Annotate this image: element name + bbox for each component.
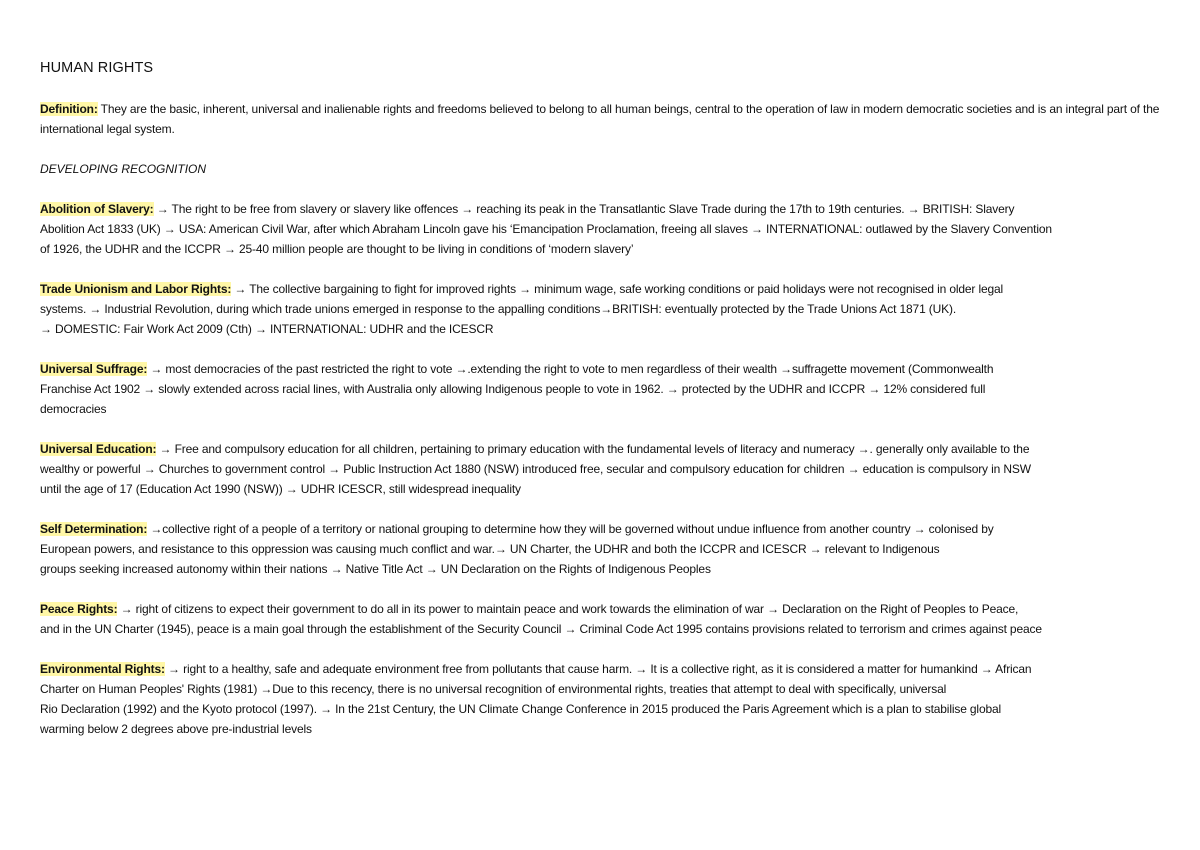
section-line: warming below 2 degrees above pre-industrial levels <box>40 722 312 736</box>
section-text: → right of citizens to expect their government to do all in its power to maintain peace and work towards the elimination of war → Declaration on the Right of Peoples to Peace, <box>117 602 1019 616</box>
section-abolition-of-slavery <box>40 199 1165 259</box>
section-label: Trade Unionism and Labor Rights: <box>40 282 232 296</box>
section-subheading: DEVELOPING RECOGNITION <box>40 162 207 176</box>
section-label: Universal Suffrage: <box>40 362 148 376</box>
section-environmental-rights <box>40 659 1165 739</box>
section-label: Environmental Rights: <box>40 662 165 676</box>
section-line: systems. → Industrial Revolution, during which trade unions emerged in response to the appalling conditions→BRITISH: eventually protected by the Trade Unions Act 1871 (UK). <box>40 302 957 316</box>
section-line <box>40 359 1165 379</box>
definition-label: Definition: <box>40 102 98 116</box>
section-line: democracies <box>40 402 107 416</box>
section-text: → The collective bargaining to fight for improved rights → minimum wage, safe working conditions or paid holidays were not recognised in older legal <box>231 282 1004 296</box>
section-line: until the age of 17 (Education Act 1990 (NSW)) → UDHR ICESCR, still widespread inequality <box>40 482 521 496</box>
section-text: → most democracies of the past restricted the right to vote →.extending the right to vote to men regardless of their wealth →suffragette movement (Commonwealth <box>147 362 994 376</box>
section-line <box>40 199 1165 219</box>
section-line: and in the UN Charter (1945), peace is a main goal through the establishment of the Security Council → Criminal Code Act 1995 contains provisions related to terrorism and crimes against peace <box>40 622 1042 636</box>
section-universal-education <box>40 439 1165 499</box>
section-label: Peace Rights: <box>40 602 118 616</box>
section-self-determination <box>40 519 1165 579</box>
section-label: Universal Education: <box>40 442 157 456</box>
section-universal-suffrage <box>40 359 1165 419</box>
section-line: of 1926, the UDHR and the ICCPR → 25-40 million people are thought to be living in conditions of ‘modern slavery’ <box>40 242 634 256</box>
section-text: → right to a healthy, safe and adequate environment free from pollutants that cause harm. → It is a collective right, as it is considered a matter for humankind → African <box>164 662 1032 676</box>
section-line: European powers, and resistance to this oppression was causing much conflict and war.→ UN Charter, the UDHR and both the ICCPR and ICESCR → relevant to Indigenous <box>40 542 940 556</box>
section-line <box>40 659 1165 679</box>
definition-text: They are the basic, inherent, universal and inalienable rights and freedoms believed to belong to all human beings, central to the operation of law in modern democratic societies and is an integral part of the international legal system. <box>40 102 1160 136</box>
section-line: Abolition Act 1833 (UK) → USA: American Civil War, after which Abraham Lincoln gave his ‘Emancipation Proclamation, freeing all slaves → INTERNATIONAL: outlawed by the Slavery Convention <box>40 222 1052 236</box>
section-text: →collective right of a people of a territory or national grouping to determine how they will be governed without undue influence from another country → colonised by <box>147 522 994 536</box>
section-line: Rio Declaration (1992) and the Kyoto protocol (1997). → In the 21st Century, the UN Climate Change Conference in 2015 produced the Paris Agreement which is a plan to stabilise global <box>40 702 1002 716</box>
definition-paragraph <box>40 99 1165 139</box>
section-text: → Free and compulsory education for all children, pertaining to primary education with the fundamental levels of literacy and numeracy →. generally only available to the <box>156 442 1030 456</box>
section-line <box>40 439 1165 459</box>
section-line <box>40 599 1165 619</box>
section-line <box>40 279 1165 299</box>
section-line: Charter on Human Peoples' Rights (1981) →Due to this recency, there is no universal recognition of environmental rights, treaties that attempt to deal with specifically, universal <box>40 682 947 696</box>
document-title: HUMAN RIGHTS <box>40 60 154 76</box>
section-text: → The right to be free from slavery or slavery like offences → reaching its peak in the Transatlantic Slave Trade during the 17th to 19th centuries. → BRITISH: Slavery <box>153 202 1015 216</box>
section-line <box>40 519 1165 539</box>
section-peace-rights <box>40 599 1165 639</box>
section-line: → DOMESTIC: Fair Work Act 2009 (Cth) → INTERNATIONAL: UDHR and the ICESCR <box>40 322 494 336</box>
section-line: Franchise Act 1902 → slowly extended across racial lines, with Australia only allowing Indigenous people to vote in 1962. → protected by the UDHR and ICCPR → 12% considered full <box>40 382 986 396</box>
section-line: wealthy or powerful → Churches to government control → Public Instruction Act 1880 (NSW) introduced free, secular and compulsory education for children → education is compulsory in NSW <box>40 462 1031 476</box>
section-label: Self Determination: <box>40 522 148 536</box>
section-label: Abolition of Slavery: <box>40 202 154 216</box>
section-line: groups seeking increased autonomy within their nations → Native Title Act → UN Declaration on the Rights of Indigenous Peoples <box>40 562 711 576</box>
document-page <box>40 60 1165 759</box>
section-trade-unionism <box>40 279 1165 339</box>
